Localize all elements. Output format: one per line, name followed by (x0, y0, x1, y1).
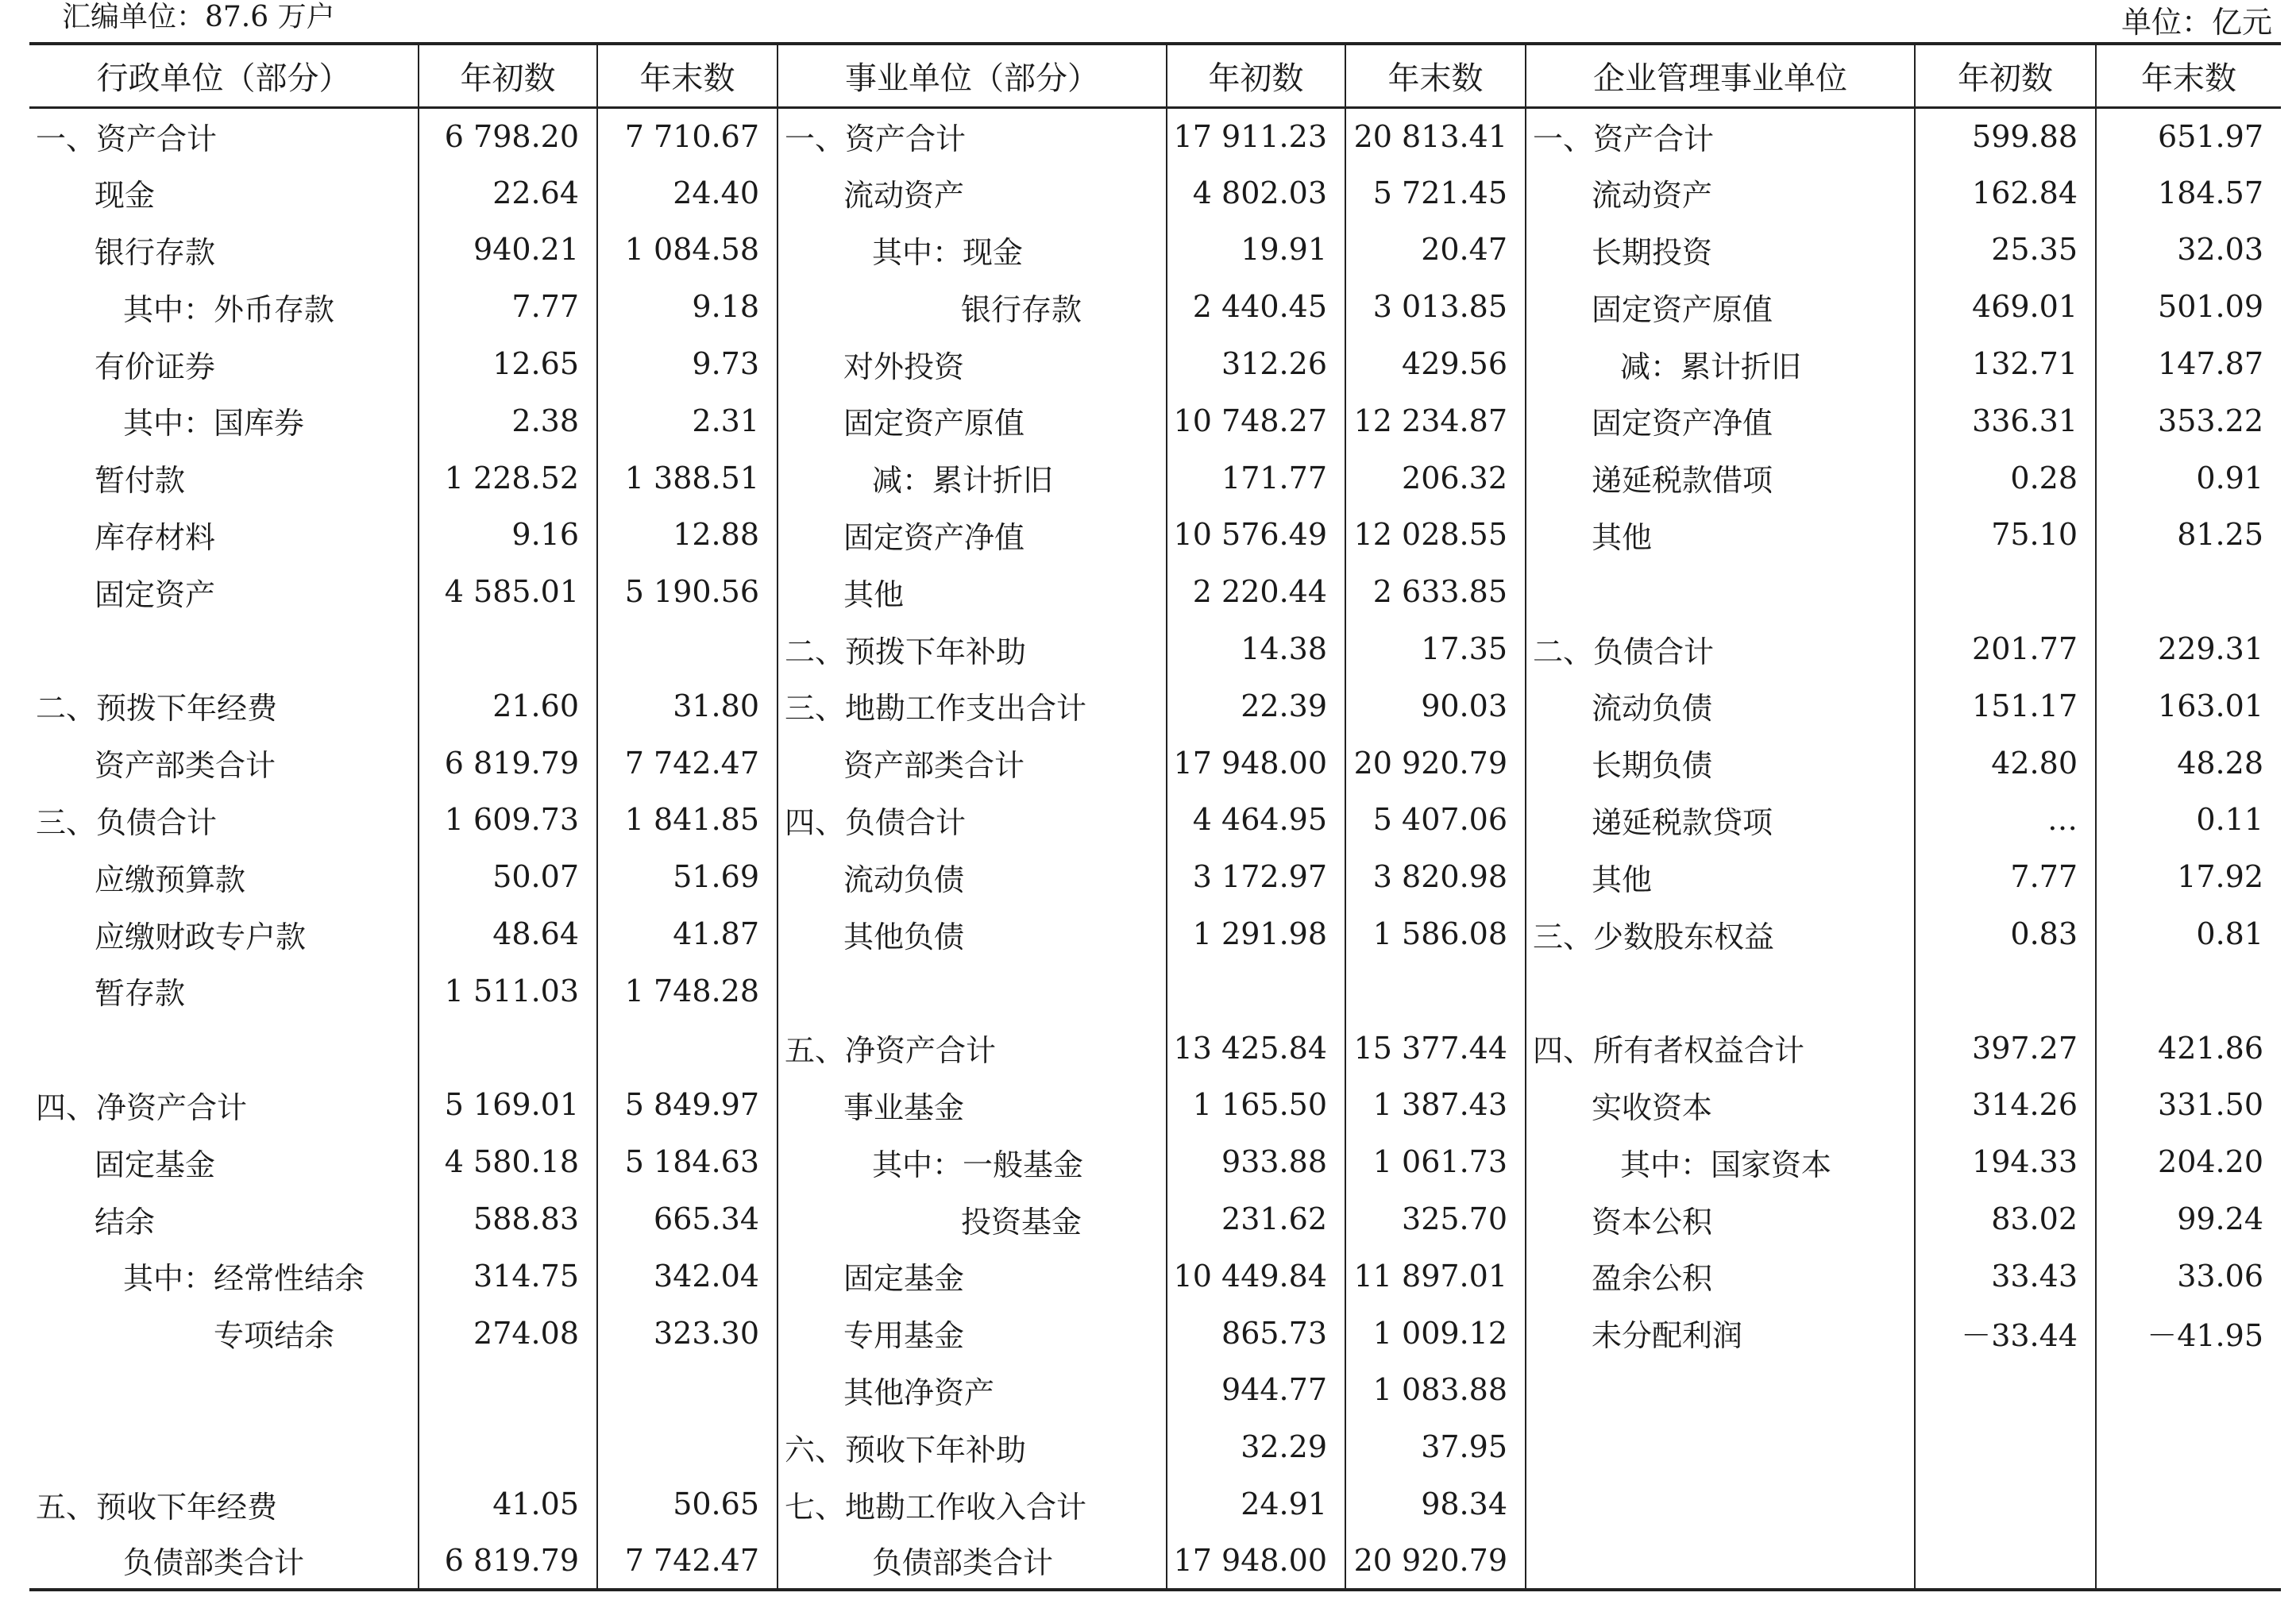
row-label (1526, 1475, 1915, 1533)
begin-value-cell: 2.38 (419, 392, 597, 449)
row-label: 其他净资产 (778, 1362, 1167, 1419)
row-label: 负债部类合计 (29, 1533, 419, 1590)
col-header-public-begin: 年初数 (1167, 44, 1345, 107)
begin-value-cell: 19.91 (1167, 222, 1345, 279)
row-label: 二、负债合计 (1526, 620, 1915, 677)
end-value-cell (2096, 1418, 2281, 1475)
end-value-cell: 323.30 (597, 1305, 778, 1362)
row-label: 递延税款贷项 (1526, 792, 1915, 849)
begin-value-cell (419, 620, 597, 677)
row-label: 二、预拨下年经费 (36, 691, 278, 727)
compilation-units: 汇编单位：87.6 万户 (62, 1, 335, 33)
table-row (29, 677, 2281, 735)
end-value-cell: 2 633.85 (1345, 563, 1526, 620)
begin-value-cell (1915, 1418, 2096, 1475)
end-value-cell: 24.40 (597, 164, 778, 222)
col-header-enterprise-begin: 年初数 (1915, 44, 2096, 107)
end-value-cell: 1 009.12 (1345, 1305, 1526, 1362)
begin-value-cell: 0.28 (1915, 449, 2096, 507)
table-row (29, 1133, 2281, 1190)
begin-value-cell (1915, 962, 2096, 1020)
row-label: 流动负债 (1526, 677, 1915, 735)
begin-value-cell: 2 220.44 (1167, 563, 1345, 620)
row-label (29, 1418, 419, 1475)
row-label: 其中：经常性结余 (123, 1261, 365, 1297)
begin-value-cell: 13 425.84 (1167, 1020, 1345, 1077)
end-value-cell: 17.35 (1345, 620, 1526, 677)
row-label: 其中：国家资本 (1526, 1133, 1915, 1190)
end-value-cell: 1 387.43 (1345, 1077, 1526, 1134)
table-row (29, 1190, 2281, 1247)
row-label: 专用基金 (778, 1305, 1167, 1362)
end-value-cell: 15 377.44 (1345, 1020, 1526, 1077)
end-value-cell: 31.80 (597, 677, 778, 735)
col-header-public-end: 年末数 (1345, 44, 1526, 107)
begin-value-cell: 50.07 (419, 848, 597, 905)
row-label: 四、净资产合计 (36, 1089, 248, 1125)
end-value-cell: 325.70 (1345, 1190, 1526, 1247)
end-value-cell: 7 742.47 (597, 1533, 778, 1590)
row-label: 三、少数股东权益 (1526, 905, 1915, 962)
end-value-cell: 5 190.56 (597, 563, 778, 620)
begin-value-cell: 1 609.73 (419, 792, 597, 849)
row-label: 银行存款 (778, 278, 1167, 335)
begin-value-cell: 22.39 (1167, 677, 1345, 735)
row-label: 暂存款 (95, 976, 186, 1012)
begin-value-cell: 5 169.01 (419, 1077, 597, 1134)
begin-value-cell: 14.38 (1167, 620, 1345, 677)
row-label: 有价证券 (95, 349, 216, 384)
table-row (29, 222, 2281, 279)
end-value-cell: 81.25 (2096, 507, 2281, 564)
table-row (29, 563, 2281, 620)
row-label: 负债部类合计 (778, 1533, 1167, 1590)
row-label: 银行存款 (95, 234, 216, 270)
end-value-cell: 9.18 (597, 278, 778, 335)
end-value-cell: 1 841.85 (597, 792, 778, 849)
end-value-cell: 51.69 (597, 848, 778, 905)
begin-value-cell (419, 1020, 597, 1077)
end-value-cell: 1 748.28 (597, 962, 778, 1020)
end-value-cell: 9.73 (597, 335, 778, 392)
unit-note: 单位：亿元 (2120, 5, 2272, 40)
end-value-cell: 501.09 (2096, 278, 2281, 335)
begin-value-cell: 10 748.27 (1167, 392, 1345, 449)
begin-value-cell: 933.88 (1167, 1133, 1345, 1190)
row-label: 三、负债合计 (36, 804, 218, 840)
begin-value-cell: 599.88 (1915, 107, 2096, 164)
end-value-cell: 5 849.97 (597, 1077, 778, 1134)
end-value-cell: 206.32 (1345, 449, 1526, 507)
row-label: 四、负债合计 (778, 792, 1167, 849)
end-value-cell: 3 820.98 (1345, 848, 1526, 905)
end-value-cell: 665.34 (597, 1190, 778, 1247)
end-value-cell (1345, 962, 1526, 1020)
row-label: 应缴财政专户款 (95, 919, 307, 954)
table-row (29, 1077, 2281, 1134)
begin-value-cell: 33.43 (1915, 1247, 2096, 1305)
table-row (29, 1475, 2281, 1533)
row-label (29, 1020, 419, 1077)
end-value-cell: 0.11 (2096, 792, 2281, 849)
begin-value-cell: 83.02 (1915, 1190, 2096, 1247)
begin-value-cell: 9.16 (419, 507, 597, 564)
begin-value-cell: 12.65 (419, 335, 597, 392)
end-value-cell: 1 586.08 (1345, 905, 1526, 962)
end-value-cell: 163.01 (2096, 677, 2281, 735)
begin-value-cell (419, 1362, 597, 1419)
row-label: 一、资产合计 (36, 121, 218, 157)
table-row (29, 449, 2281, 507)
table-row (29, 1247, 2281, 1305)
end-value-cell: 1 083.88 (1345, 1362, 1526, 1419)
row-label: 资产部类合计 (778, 735, 1167, 792)
end-value-cell (597, 1020, 778, 1077)
row-label (778, 962, 1167, 1020)
table-header-row (29, 44, 2281, 107)
end-value-cell: 1 061.73 (1345, 1133, 1526, 1190)
row-label: 对外投资 (778, 335, 1167, 392)
row-label: 流动资产 (1526, 164, 1915, 222)
row-label (1526, 1533, 1915, 1590)
begin-value-cell: 2 440.45 (1167, 278, 1345, 335)
table-row (29, 1533, 2281, 1590)
row-label: 库存材料 (95, 519, 216, 555)
row-label: 流动资产 (778, 164, 1167, 222)
end-value-cell (597, 1418, 778, 1475)
end-value-cell: 48.28 (2096, 735, 2281, 792)
row-label: 资本公积 (1526, 1190, 1915, 1247)
begin-value-cell: 17 948.00 (1167, 1533, 1345, 1590)
row-label: 固定资产原值 (778, 392, 1167, 449)
end-value-cell: 20 920.79 (1345, 1533, 1526, 1590)
begin-value-cell: 24.91 (1167, 1475, 1345, 1533)
col-header-enterprise: 企业管理事业单位 (1526, 44, 1915, 107)
row-label (29, 620, 419, 677)
row-label: 四、所有者权益合计 (1526, 1020, 1915, 1077)
begin-value-cell: 336.31 (1915, 392, 2096, 449)
table-row (29, 1305, 2281, 1362)
begin-value-cell: 274.08 (419, 1305, 597, 1362)
end-value-cell: 147.87 (2096, 335, 2281, 392)
row-label: 固定资产原值 (1526, 278, 1915, 335)
begin-value-cell: … (1915, 792, 2096, 849)
end-value-cell: 331.50 (2096, 1077, 2281, 1134)
begin-value-cell: 6 798.20 (419, 107, 597, 164)
end-value-cell: 651.97 (2096, 107, 2281, 164)
row-label (1526, 563, 1915, 620)
begin-value-cell: 171.77 (1167, 449, 1345, 507)
end-value-cell: 12 028.55 (1345, 507, 1526, 564)
row-label: 结余 (95, 1204, 156, 1240)
end-value-cell: 7 742.47 (597, 735, 778, 792)
end-value-cell: 5 721.45 (1345, 164, 1526, 222)
row-label (1526, 1362, 1915, 1419)
row-label (29, 1362, 419, 1419)
table-row (29, 1020, 2281, 1077)
row-label: 五、净资产合计 (778, 1020, 1167, 1077)
begin-value-cell (1915, 563, 2096, 620)
row-label: 资产部类合计 (95, 748, 276, 784)
end-value-cell: 353.22 (2096, 392, 2281, 449)
row-label: 一、资产合计 (1526, 107, 1915, 164)
table-row (29, 392, 2281, 449)
table-row (29, 905, 2281, 962)
row-label: 其中：一般基金 (778, 1133, 1167, 1190)
row-label: 减：累计折旧 (778, 449, 1167, 507)
end-value-cell: －41.95 (2096, 1305, 2281, 1362)
row-label: 投资基金 (778, 1190, 1167, 1247)
begin-value-cell: 151.17 (1915, 677, 2096, 735)
end-value-cell: 184.57 (2096, 164, 2281, 222)
end-value-cell: 20 813.41 (1345, 107, 1526, 164)
end-value-cell (2096, 962, 2281, 1020)
begin-value-cell: 6 819.79 (419, 735, 597, 792)
end-value-cell: 5 407.06 (1345, 792, 1526, 849)
row-label: 六、预收下年补助 (778, 1418, 1167, 1475)
begin-value-cell: 3 172.97 (1167, 848, 1345, 905)
begin-value-cell (1167, 962, 1345, 1020)
end-value-cell: 11 897.01 (1345, 1247, 1526, 1305)
begin-value-cell: 865.73 (1167, 1305, 1345, 1362)
begin-value-cell: 0.83 (1915, 905, 2096, 962)
row-label: 实收资本 (1526, 1077, 1915, 1134)
end-value-cell: 99.24 (2096, 1190, 2281, 1247)
begin-value-cell: 944.77 (1167, 1362, 1345, 1419)
begin-value-cell: 10 449.84 (1167, 1247, 1345, 1305)
row-label: 其他 (1526, 848, 1915, 905)
begin-value-cell (1915, 1475, 2096, 1533)
end-value-cell: 342.04 (597, 1247, 778, 1305)
col-header-public: 事业单位（部分） (778, 44, 1167, 107)
end-value-cell: 0.81 (2096, 905, 2281, 962)
end-value-cell: 41.87 (597, 905, 778, 962)
begin-value-cell: 162.84 (1915, 164, 2096, 222)
end-value-cell (597, 620, 778, 677)
begin-value-cell: 201.77 (1915, 620, 2096, 677)
begin-value-cell: 132.71 (1915, 335, 2096, 392)
row-label: 盈余公积 (1526, 1247, 1915, 1305)
table-row (29, 792, 2281, 849)
begin-value-cell: 1 511.03 (419, 962, 597, 1020)
begin-value-cell: 588.83 (419, 1190, 597, 1247)
row-label: 递延税款借项 (1526, 449, 1915, 507)
begin-value-cell: 42.80 (1915, 735, 2096, 792)
end-value-cell: 1 388.51 (597, 449, 778, 507)
begin-value-cell: 7.77 (1915, 848, 2096, 905)
end-value-cell: 229.31 (2096, 620, 2281, 677)
row-label: 其中：外币存款 (123, 291, 335, 327)
row-label: 应缴预算款 (95, 862, 246, 897)
begin-value-cell: －33.44 (1915, 1305, 2096, 1362)
row-label (1526, 962, 1915, 1020)
table-row (29, 848, 2281, 905)
row-label: 固定资产 (95, 576, 216, 612)
end-value-cell: 7 710.67 (597, 107, 778, 164)
begin-value-cell: 469.01 (1915, 278, 2096, 335)
row-label: 长期投资 (1526, 222, 1915, 279)
begin-value-cell: 32.29 (1167, 1418, 1345, 1475)
end-value-cell (2096, 1362, 2281, 1419)
begin-value-cell: 194.33 (1915, 1133, 2096, 1190)
end-value-cell: 3 013.85 (1345, 278, 1526, 335)
balance-sheet-table (29, 42, 2281, 1591)
col-header-admin-end: 年末数 (597, 44, 778, 107)
end-value-cell: 429.56 (1345, 335, 1526, 392)
end-value-cell: 20.47 (1345, 222, 1526, 279)
row-label: 五、预收下年经费 (36, 1489, 278, 1525)
begin-value-cell: 4 585.01 (419, 563, 597, 620)
begin-value-cell: 1 165.50 (1167, 1077, 1345, 1134)
end-value-cell: 5 184.63 (597, 1133, 778, 1190)
begin-value-cell: 314.26 (1915, 1077, 2096, 1134)
row-label: 固定资产净值 (778, 507, 1167, 564)
table-row (29, 107, 2281, 164)
end-value-cell: 17.92 (2096, 848, 2281, 905)
begin-value-cell (1915, 1533, 2096, 1590)
row-label: 其他 (778, 563, 1167, 620)
begin-value-cell: 7.77 (419, 278, 597, 335)
end-value-cell: 32.03 (2096, 222, 2281, 279)
end-value-cell (2096, 563, 2281, 620)
row-label: 流动负债 (778, 848, 1167, 905)
row-label: 二、预拨下年补助 (778, 620, 1167, 677)
row-label: 固定基金 (778, 1247, 1167, 1305)
end-value-cell: 98.34 (1345, 1475, 1526, 1533)
row-label (1526, 1418, 1915, 1475)
begin-value-cell: 22.64 (419, 164, 597, 222)
begin-value-cell: 1 291.98 (1167, 905, 1345, 962)
begin-value-cell: 25.35 (1915, 222, 2096, 279)
end-value-cell: 12 234.87 (1345, 392, 1526, 449)
table-row (29, 1362, 2281, 1419)
begin-value-cell: 314.75 (419, 1247, 597, 1305)
row-label: 现金 (95, 178, 156, 214)
begin-value-cell (419, 1418, 597, 1475)
end-value-cell (597, 1362, 778, 1419)
begin-value-cell: 1 228.52 (419, 449, 597, 507)
table-row (29, 164, 2281, 222)
row-label: 其他 (1526, 507, 1915, 564)
row-label: 未分配利润 (1526, 1305, 1915, 1362)
end-value-cell: 421.86 (2096, 1020, 2281, 1077)
begin-value-cell: 75.10 (1915, 507, 2096, 564)
begin-value-cell: 10 576.49 (1167, 507, 1345, 564)
end-value-cell: 33.06 (2096, 1247, 2281, 1305)
end-value-cell: 37.95 (1345, 1418, 1526, 1475)
begin-value-cell: 312.26 (1167, 335, 1345, 392)
end-value-cell (2096, 1533, 2281, 1590)
begin-value-cell: 4 580.18 (419, 1133, 597, 1190)
row-label: 其中：国库券 (123, 406, 305, 442)
row-label: 七、地勘工作收入合计 (778, 1475, 1167, 1533)
end-value-cell: 90.03 (1345, 677, 1526, 735)
table-row (29, 735, 2281, 792)
row-label: 事业基金 (778, 1077, 1167, 1134)
end-value-cell: 204.20 (2096, 1133, 2281, 1190)
begin-value-cell: 41.05 (419, 1475, 597, 1533)
begin-value-cell: 48.64 (419, 905, 597, 962)
row-label: 长期负债 (1526, 735, 1915, 792)
row-label: 固定资产净值 (1526, 392, 1915, 449)
col-header-admin-begin: 年初数 (419, 44, 597, 107)
begin-value-cell: 6 819.79 (419, 1533, 597, 1590)
table-row (29, 620, 2281, 677)
row-label: 其中：现金 (778, 222, 1167, 279)
begin-value-cell: 17 948.00 (1167, 735, 1345, 792)
end-value-cell: 1 084.58 (597, 222, 778, 279)
row-label: 减：累计折旧 (1526, 335, 1915, 392)
begin-value-cell: 231.62 (1167, 1190, 1345, 1247)
table-row (29, 507, 2281, 564)
row-label: 暂付款 (95, 463, 186, 499)
table-row (29, 962, 2281, 1020)
begin-value-cell: 21.60 (419, 677, 597, 735)
begin-value-cell: 940.21 (419, 222, 597, 279)
row-label: 其他负债 (778, 905, 1167, 962)
row-label: 一、资产合计 (778, 107, 1167, 164)
begin-value-cell: 17 911.23 (1167, 107, 1345, 164)
begin-value-cell: 4 464.95 (1167, 792, 1345, 849)
col-header-admin: 行政单位（部分） (29, 44, 419, 107)
begin-value-cell: 4 802.03 (1167, 164, 1345, 222)
end-value-cell: 20 920.79 (1345, 735, 1526, 792)
end-value-cell: 12.88 (597, 507, 778, 564)
row-label: 固定基金 (95, 1147, 216, 1182)
end-value-cell: 50.65 (597, 1475, 778, 1533)
report-header (0, 0, 2296, 40)
begin-value-cell (1915, 1362, 2096, 1419)
table-row (29, 1418, 2281, 1475)
row-label: 专项结余 (214, 1318, 335, 1354)
table-row (29, 335, 2281, 392)
col-header-enterprise-end: 年末数 (2096, 44, 2281, 107)
row-label: 三、地勘工作支出合计 (778, 677, 1167, 735)
table-row (29, 278, 2281, 335)
begin-value-cell: 397.27 (1915, 1020, 2096, 1077)
end-value-cell: 0.91 (2096, 449, 2281, 507)
end-value-cell (2096, 1475, 2281, 1533)
end-value-cell: 2.31 (597, 392, 778, 449)
